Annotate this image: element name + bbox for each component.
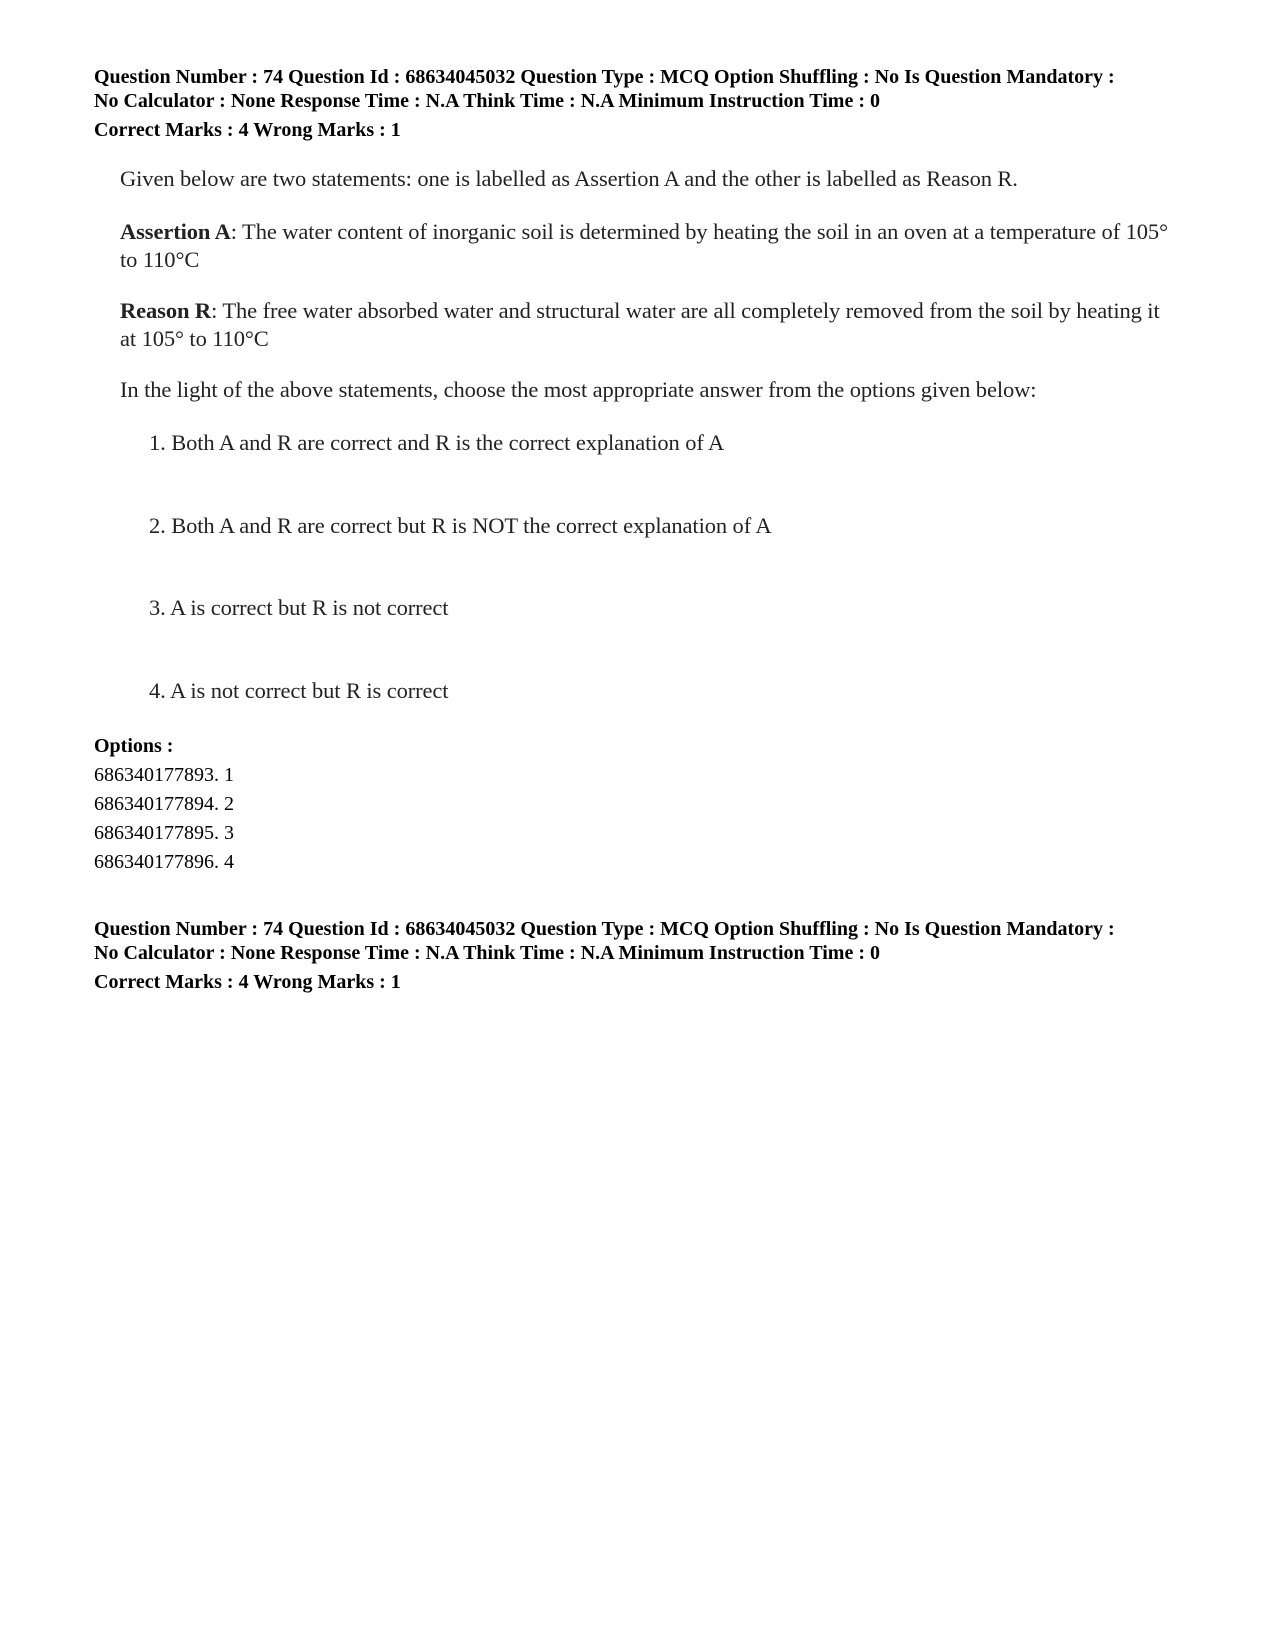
assertion-label: Assertion A (120, 219, 231, 244)
question-meta-line-1: Question Number : 74 Question Id : 68634045032 Question Type : MCQ Option Shuffling : No Is Question Mandatory : (94, 66, 1115, 88)
reason-text: : The free water absorbed water and structural water are all completely removed from the soil by heating it at 105° to 110°C (120, 298, 1160, 351)
choice-4: 4. A is not correct but R is correct (149, 678, 449, 703)
option-item-2: 686340177894. 2 (94, 793, 234, 815)
question-meta-line-2: No Calculator : None Response Time : N.A Think Time : N.A Minimum Instruction Time : 0 (94, 90, 880, 112)
choice-3: 3. A is correct but R is not correct (149, 595, 449, 620)
question-instruction: In the light of the above statements, choose the most appropriate answer from the options given below: (120, 377, 1037, 402)
options-list (94, 733, 234, 877)
option-item-3: 686340177895. 3 (94, 822, 234, 844)
question-meta-footer (94, 917, 1214, 994)
question-intro: Given below are two statements: one is labelled as Assertion A and the other is labelled as Reason R. (120, 166, 1018, 191)
assertion-statement (120, 218, 1180, 274)
option-item-4: 686340177896. 4 (94, 851, 234, 873)
reason-label: Reason R (120, 298, 212, 323)
option-item-1: 686340177893. 1 (94, 764, 234, 786)
question-marks: Correct Marks : 4 Wrong Marks : 1 (94, 119, 401, 141)
footer-marks: Correct Marks : 4 Wrong Marks : 1 (94, 971, 401, 993)
assertion-text: : The water content of inorganic soil is determined by heating the soil in an oven at a temperature of 105° to 110°C (120, 219, 1168, 272)
question-meta-header (94, 65, 1214, 142)
footer-meta-line-1: Question Number : 74 Question Id : 68634045032 Question Type : MCQ Option Shuffling : No Is Question Mandatory : (94, 918, 1115, 940)
options-heading: Options : (94, 735, 174, 757)
choice-2: 2. Both A and R are correct but R is NOT the correct explanation of A (149, 513, 772, 538)
footer-meta-line-2: No Calculator : None Response Time : N.A Think Time : N.A Minimum Instruction Time : 0 (94, 942, 880, 964)
choice-1: 1. Both A and R are correct and R is the correct explanation of A (149, 430, 725, 455)
reason-statement (120, 297, 1180, 353)
